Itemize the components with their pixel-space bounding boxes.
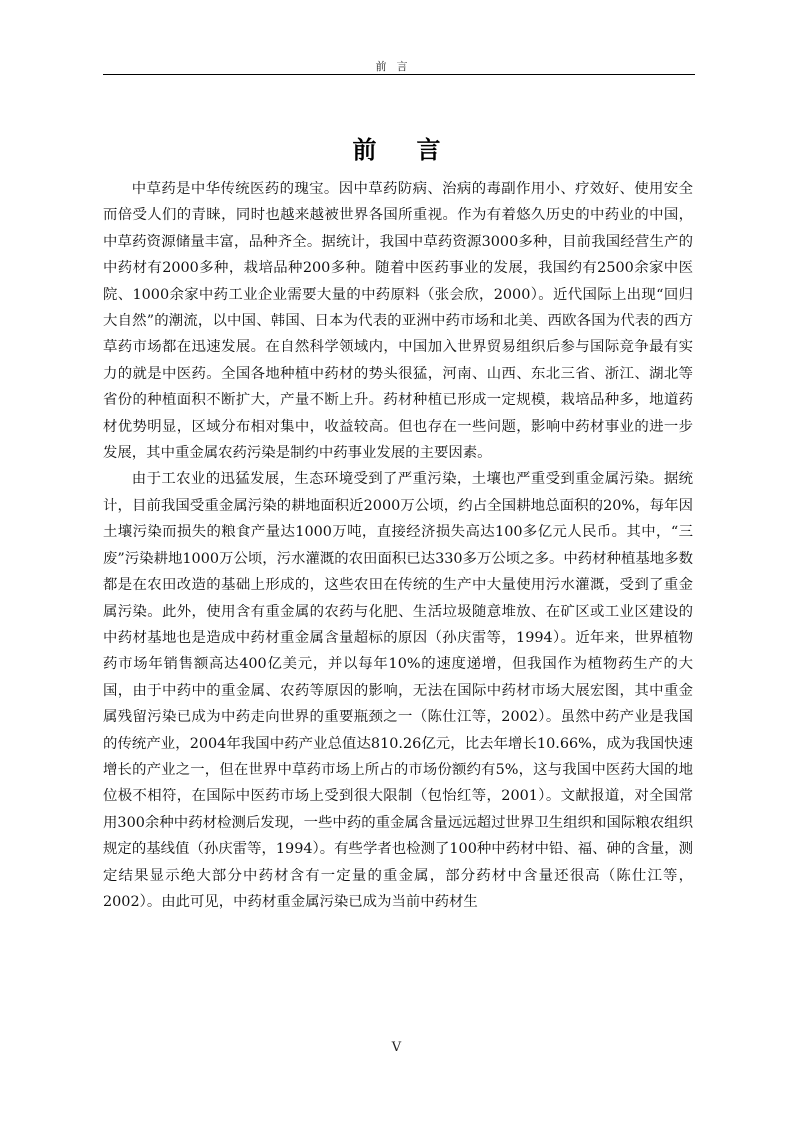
page-number: V xyxy=(391,1040,402,1055)
body-text xyxy=(103,176,693,915)
header-rule xyxy=(103,74,695,75)
paragraph-2: 由于工农业的迅猛发展，生态环境受到了严重污染，土壤也严重受到重金属污染。据统计，目前我国受重金属污染的耕地面积近2000万公顷，约占全国耕地总面积的20%，每年因土壤污染而损失的粮食产量达1000万吨，直接经济损失高达100多亿元人民币。其中，“三废”污染耕地1000万公顷，污水灌溉的农田面积已达330多万公顷之多。中药材种植基地多数都是在农田改造的基础上形成的，这些农田在传统的生产中大量使用污水灌溉，受到了重金属污染。此外，使用含有重金属的农药与化肥、生活垃圾随意堆放、在矿区或工业区建设的中药材基地也是造成中药材重金属含量超标的原因（孙庆雷等，1994）。近年来，世界植物药市场年销售额高达400亿美元，并以每年10%的速度递增，但我国作为植物药生产的大国，由于中药中的重金属、农药等原因的影响，无法在国际中药材市场大展宏图，其中重金属残留污染已成为中药走向世界的重要瓶颈之一（陈仕江等，2002）。虽然中药产业是我国的传统产业，2004年我国中药产业总值达810.26亿元，比去年增长10.66%，成为我国快速增长的产业之一，但在世界中草药市场上所占的市场份额约有5%，这与我国中医药大国的地位极不相符，在国际中医药市场上受到很大限制（包怡红等，2001）。文献报道，对全国常用300余种中药材检测后发现，一些中药的重金属含量远远超过世界卫生组织和国际粮农组织规定的基线值（孙庆雷等，1994）。有些学者也检测了100种中药材中铅、福、砷的含量，测定结果显示绝大部分中药材含有一定量的重金属，部分药材中含量还很高（陈仕江等，2002）。由此可见，中药材重金属污染已成为当前中药材生 xyxy=(103,471,693,910)
page-title: 前言 xyxy=(352,136,481,164)
paragraph-1: 中草药是中华传统医药的瑰宝。因中草药防病、治病的毒副作用小、疗效好、使用安全而倍受人们的青睐，同时也越来越被世界各国所重视。作为有着悠久历史的中药业的中国，中草药资源储量丰富，品种齐全。据统计，我国中草药资源3000多种，目前我国经营生产的中药材有2000多种，栽培品种200多种。随着中医药事业的发展，我国约有2500余家中医院、1000余家中药工业企业需要大量的中药原料（张会欣，2000）。近代国际上出现“回归大自然”的潮流，以中国、韩国、日本为代表的亚洲中药市场和北美、西欧各国为代表的西方草药市场都在迅速发展。在自然科学领域内，中国加入世界贸易组织后参与国际竞争最有实力的就是中医药。全国各地种植中药材的势头很猛，河南、山西、东北三省、浙江、湖北等省份的种植面积不断扩大，产量不断上升。药材种植已形成一定规模，栽培品种多，地道药材优势明显，区域分布相对集中，收益较高。但也存在一些问题，影响中药材事业的进一步发展，其中重金属农药污染是制约中药事业发展的主要因素。 xyxy=(103,181,693,462)
running-header: 前言 xyxy=(375,60,418,73)
